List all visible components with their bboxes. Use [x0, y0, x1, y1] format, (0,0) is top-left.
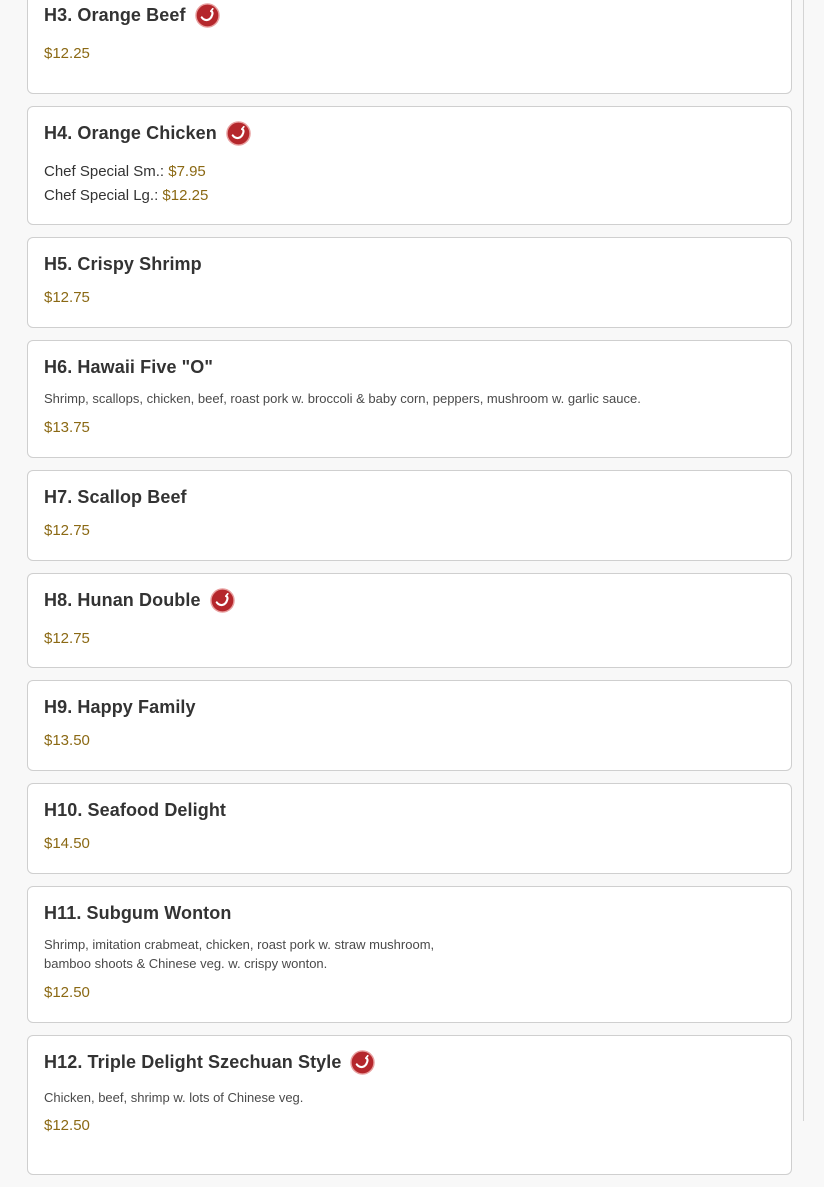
- chili-pepper-icon: [226, 121, 251, 146]
- menu-item-title: H12. Triple Delight Szechuan Style: [44, 1051, 342, 1072]
- size-option: [44, 184, 208, 208]
- menu-item-card[interactable]: [27, 680, 792, 771]
- menu-item-list: [27, 0, 792, 1187]
- menu-item-card[interactable]: [27, 573, 792, 668]
- size-option-label: Chef Special Sm.:: [44, 163, 165, 180]
- menu-item-price: $12.50: [44, 1117, 90, 1134]
- menu-item-description-line: Shrimp, imitation crabmeat, chicken, roast pork w. straw mushroom,: [44, 937, 435, 952]
- menu-item-price: $12.50: [44, 984, 90, 1001]
- menu-item-title: H7. Scallop Beef: [44, 486, 187, 507]
- menu-item-card[interactable]: [27, 0, 792, 94]
- menu-item-title: H9. Happy Family: [44, 696, 196, 717]
- size-option: [44, 160, 208, 184]
- menu-item-title: H8. Hunan Double: [44, 589, 201, 610]
- menu-item-card[interactable]: [27, 1035, 792, 1175]
- menu-item-card[interactable]: [27, 886, 792, 1023]
- menu-item-price: $12.75: [44, 522, 90, 539]
- menu-item-title: H10. Seafood Delight: [44, 799, 227, 820]
- menu-item-price: $12.75: [44, 630, 90, 647]
- menu-item-description: Shrimp, scallops, chicken, beef, roast pork w. broccoli & baby corn, peppers, mushroom w. garlic sauce.: [44, 391, 641, 406]
- size-option-label: Chef Special Lg.:: [44, 187, 159, 204]
- menu-item-price: $12.25: [44, 45, 90, 62]
- menu-item-title: H3. Orange Beef: [44, 4, 186, 25]
- menu-item-description-line: bamboo shoots & Chinese veg. w. crispy wonton.: [44, 956, 328, 971]
- menu-item-card[interactable]: [27, 783, 792, 874]
- menu-item-card[interactable]: [27, 106, 792, 225]
- chili-pepper-icon: [195, 3, 220, 28]
- size-option-price: $7.95: [168, 163, 206, 180]
- menu-item-title: H4. Orange Chicken: [44, 122, 217, 143]
- menu-item-card[interactable]: [27, 340, 792, 458]
- menu-item-price: $12.75: [44, 289, 90, 306]
- menu-item-description: Chicken, beef, shrimp w. lots of Chinese veg.: [44, 1090, 304, 1105]
- menu-item-title: H6. Hawaii Five "O": [44, 356, 214, 377]
- menu-item-price: $14.50: [44, 835, 90, 852]
- menu-item-card[interactable]: [27, 237, 792, 328]
- menu-item-price: $13.50: [44, 732, 90, 749]
- menu-item-card[interactable]: [27, 470, 792, 561]
- size-option-price: $12.25: [162, 187, 209, 204]
- menu-item-title: H5. Crispy Shrimp: [44, 253, 202, 274]
- chili-pepper-icon: [350, 1050, 375, 1075]
- menu-item-title: H11. Subgum Wonton: [44, 902, 232, 923]
- chili-pepper-icon: [210, 588, 235, 613]
- scroll-edge: [803, 0, 804, 1121]
- menu-item-price: $13.75: [44, 419, 90, 436]
